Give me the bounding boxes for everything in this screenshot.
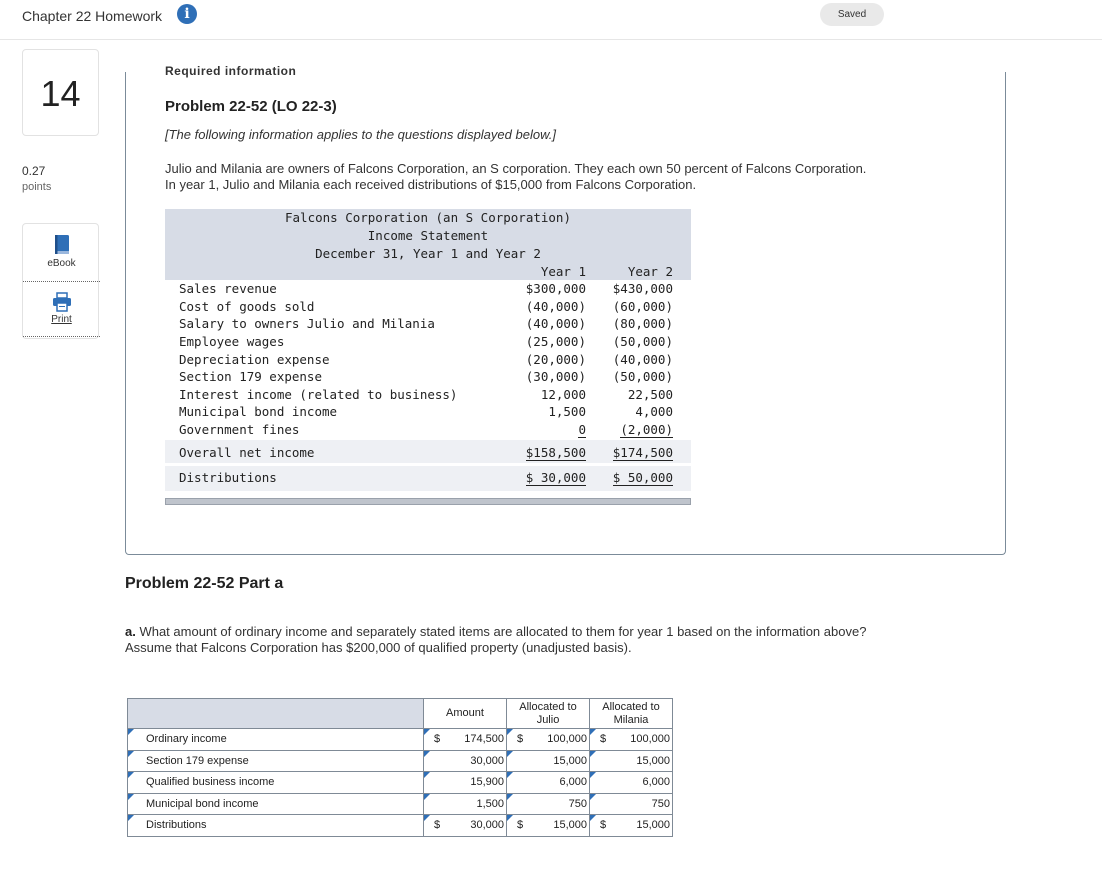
statement-type: Income Statement: [367, 228, 489, 243]
julio-input[interactable]: $ 15,000: [507, 815, 590, 837]
julio-input[interactable]: $ 100,000: [507, 729, 590, 751]
statement-row: Employee wages (25,000) (50,000): [179, 334, 673, 349]
print-button[interactable]: [23, 281, 100, 337]
row-label-input[interactable]: Municipal bond income: [128, 793, 424, 815]
problem-title: Problem 22-52 (LO 22-3): [165, 98, 337, 115]
julio-header: Allocated to Julio: [507, 699, 590, 729]
milania-input[interactable]: 15,000: [590, 750, 673, 772]
book-icon: [53, 234, 71, 256]
table-row: [128, 793, 673, 815]
statement-row: Section 179 expense (30,000) (50,000): [179, 369, 673, 384]
statement-row: Cost of goods sold (40,000) (60,000): [179, 299, 673, 314]
answer-table: [127, 698, 673, 837]
amount-input[interactable]: 1,500: [424, 793, 507, 815]
julio-input[interactable]: 6,000: [507, 772, 590, 794]
tools-panel: [22, 223, 99, 339]
statement-row: Depreciation expense (20,000) (40,000): [179, 352, 673, 367]
answer-header-blank: [128, 699, 424, 729]
julio-input[interactable]: 750: [507, 793, 590, 815]
statement-company: Falcons Corporation (an S Corporation): [285, 210, 571, 225]
milania-header: Allocated to Milania: [590, 699, 673, 729]
statement-row-distributions: Distributions $ 30,000 $ 50,000: [179, 470, 673, 485]
statement-row: Sales revenue $300,000 $430,000: [179, 281, 673, 296]
points-label: points: [22, 181, 52, 193]
info-icon[interactable]: i: [177, 4, 197, 24]
statement-column-headers: [165, 264, 691, 281]
col-year2: Year 2: [627, 264, 673, 279]
question-number[interactable]: 14: [22, 49, 99, 136]
required-information-heading: Required information: [165, 64, 297, 78]
ebook-button[interactable]: [23, 234, 100, 269]
statement-date: December 31, Year 1 and Year 2: [315, 246, 541, 261]
table-row: [128, 729, 673, 751]
julio-input[interactable]: 15,000: [507, 750, 590, 772]
amount-input[interactable]: 30,000: [424, 750, 507, 772]
statement-row: Government fines 0 (2,000): [179, 422, 673, 437]
problem-note: [The following information applies to the questions displayed below.]: [165, 127, 556, 142]
amount-input[interactable]: $ 30,000: [424, 815, 507, 837]
points-value: 0.27: [22, 164, 46, 178]
statement-row: Municipal bond income 1,500 4,000: [179, 404, 673, 419]
printer-icon: [52, 292, 72, 312]
ebook-label: eBook: [47, 258, 76, 269]
table-row: [128, 815, 673, 837]
row-label-input[interactable]: Section 179 expense: [128, 750, 424, 772]
amount-input[interactable]: $ 174,500: [424, 729, 507, 751]
row-label-input[interactable]: Qualified business income: [128, 772, 424, 794]
milania-input[interactable]: $ 100,000: [590, 729, 673, 751]
row-label-input[interactable]: Ordinary income: [128, 729, 424, 751]
statement-scrollbar[interactable]: [165, 498, 691, 505]
top-bar: [0, 0, 1102, 40]
question-text: a. What amount of ordinary income and separately stated items are allocated to them for year 1 based on the information above? Assume that Falcons Corporation has $200,000 of qualified property (unadjusted basis).: [125, 624, 867, 655]
print-label: Print: [51, 314, 72, 325]
problem-text: Julio and Milania are owners of Falcons Corporation, an S corporation. They each own 50 percent of Falcons Corporation. In year 1, Julio and Milania each received distributions of $15,000 from Falcons Corporation.: [165, 161, 867, 192]
milania-input[interactable]: 6,000: [590, 772, 673, 794]
table-row: [128, 772, 673, 794]
saved-status-badge: Saved: [820, 3, 884, 26]
milania-input[interactable]: 750: [590, 793, 673, 815]
milania-input[interactable]: $ 15,000: [590, 815, 673, 837]
row-label-input[interactable]: Distributions: [128, 815, 424, 837]
income-statement: [165, 209, 691, 485]
amount-input[interactable]: 15,900: [424, 772, 507, 794]
statement-row-net-income: Overall net income $158,500 $174,500: [179, 445, 673, 460]
part-title: Problem 22-52 Part a: [125, 575, 284, 592]
table-row: [128, 750, 673, 772]
statement-row: Interest income (related to business) 12,000 22,500: [179, 387, 673, 402]
amount-header: Amount: [424, 699, 507, 729]
col-year1: Year 1: [540, 264, 586, 279]
statement-row: Salary to owners Julio and Milania (40,000) (80,000): [179, 316, 673, 331]
assignment-title: Chapter 22 Homework: [22, 8, 163, 24]
